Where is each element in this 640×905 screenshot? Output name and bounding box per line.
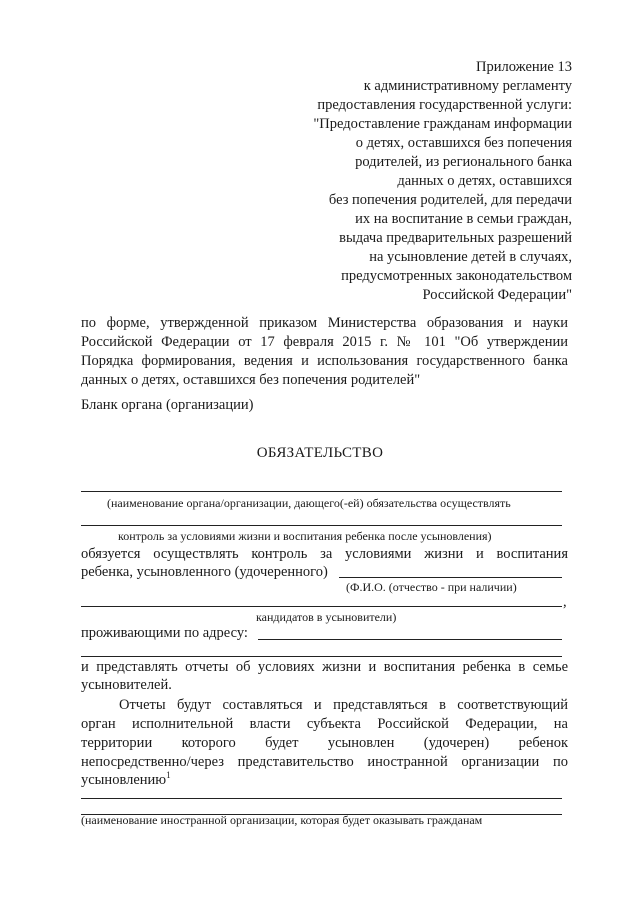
caption-org: (наименование органа/организации, дающего(-ей) обязательства осуществлять (107, 496, 511, 510)
foreign-org-line (81, 798, 562, 799)
caption-fio: (Ф.И.О. (отчество - при наличии) (346, 580, 517, 594)
caption-candidates: кандидатов в усыновители) (256, 610, 397, 624)
appendix-line: предоставления государственной услуги: (317, 97, 572, 113)
document-title: ОБЯЗАТЕЛЬСТВО (256, 445, 384, 461)
address-line (258, 639, 562, 640)
comma: , (563, 594, 567, 610)
para2-line: орган исполнительной власти субъекта Российской Федерации, на (81, 716, 568, 732)
para2-last: усыновлению (81, 772, 167, 788)
child-label: ребенка, усыновленного (удочеренного) (81, 564, 328, 580)
appendix-line: о детях, оставшихся без попечения (355, 135, 572, 151)
appendix-line: родителей, из регионального банка (355, 154, 572, 170)
reports-line: и представлять отчеты об условиях жизни и воспитания ребенка в семье (81, 659, 568, 675)
candidates-line (81, 606, 562, 607)
para2-line: территории которого будет усыновлен (удочерен) ребенок (81, 735, 568, 751)
org-name-line (81, 491, 562, 492)
appendix-line: выдача предварительных разрешений (339, 230, 572, 246)
appendix-line: Российской Федерации" (422, 287, 572, 303)
org-name-line-2 (81, 525, 562, 526)
para2-line: Отчеты будут составляться и представляться в соответствующий (119, 697, 568, 713)
appendix-line: предусмотренных законодательством (341, 268, 572, 284)
appendix-line: к административному регламенту (363, 78, 572, 94)
order-reference-line: Российской Федерации от 17 февраля 2015 г. № 101 "Об утверждении (81, 334, 568, 350)
address-label: проживающими по адресу: (81, 625, 248, 641)
appendix-line: без попечения родителей, для передачи (328, 192, 572, 208)
address-line-2 (81, 656, 562, 657)
appendix-line: их на воспитание в семьи граждан, (355, 211, 572, 227)
appendix-line: Приложение 13 (476, 59, 572, 75)
letterhead-label: Бланк органа (организации) (81, 397, 254, 413)
appendix-line: данных о детях, оставшихся (397, 173, 572, 189)
order-reference-line: данных о детях, оставшихся без попечения родителей" (81, 372, 421, 388)
caption-foreign-org: (наименование иностранной организации, которая будет оказывать гражданам (81, 813, 483, 827)
appendix-line: на усыновление детей в случаях, (369, 249, 572, 265)
caption-org-cont: контроль за условиями жизни и воспитания ребенка после усыновления) (118, 529, 492, 543)
footnote-mark: 1 (166, 770, 171, 781)
obligation-line: обязуется осуществлять контроль за условиями жизни и воспитания (81, 546, 568, 562)
para2-line: непосредственно/через представительство иностранной организации по (81, 754, 568, 770)
child-fio-line (339, 577, 562, 578)
reports-line-end: усыновителей. (81, 677, 172, 693)
appendix-line: "Предоставление гражданам информации (313, 116, 572, 132)
para2-line-end (81, 771, 171, 790)
order-reference-line: по форме, утвержденной приказом Министерства образования и науки (81, 315, 568, 331)
order-reference-line: Порядка формирования, ведения и использования государственного банка (81, 353, 568, 369)
